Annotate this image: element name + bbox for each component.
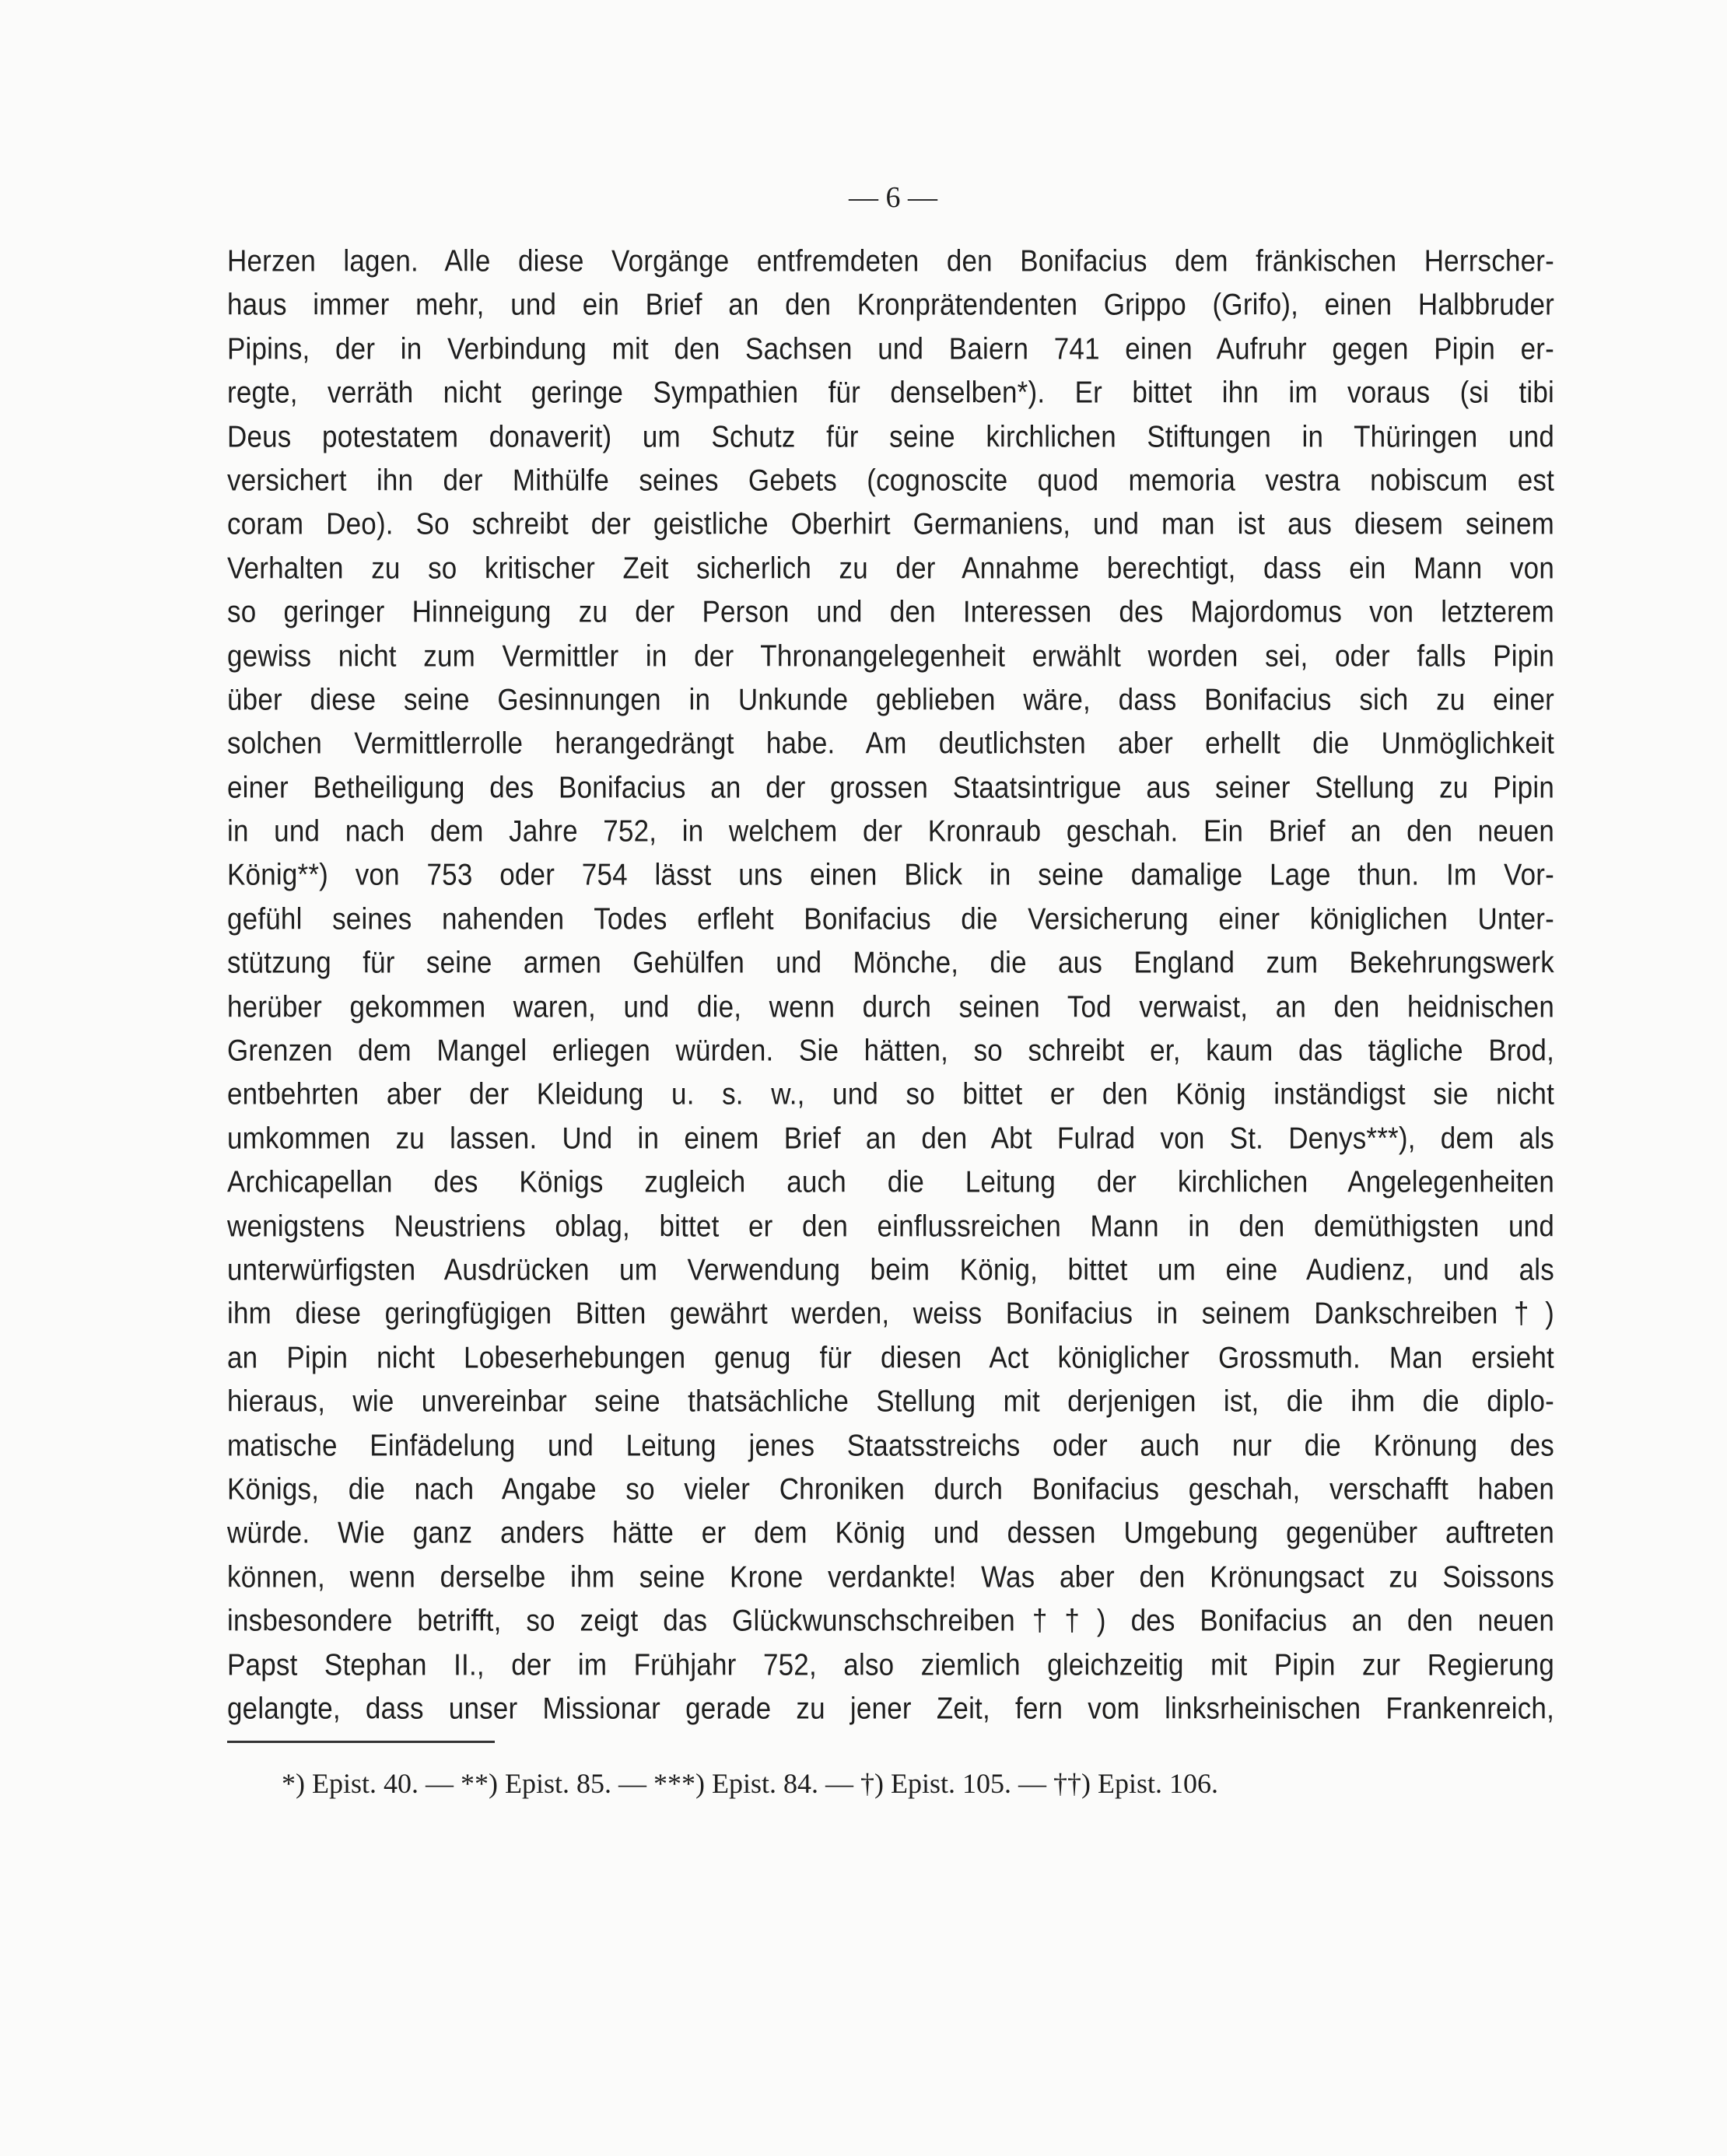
text-line: Archicapellan des Königs zugleich auch die Leitung der kirchlichen Angelegenheiten xyxy=(227,1164,1554,1199)
text-line: matische Einfädelung und Leitung jenes Staatsstreichs oder auch nur die Krönung des xyxy=(227,1428,1554,1462)
text-line: entbehrten aber der Kleidung u. s. w., und so bittet er den König inständigst sie nicht xyxy=(227,1076,1554,1111)
text-line: Deus potestatem donaverit) um Schutz für seine kirchlichen Stiftungen in Thüringen und xyxy=(227,419,1554,453)
page-number-header: — 6 — xyxy=(849,181,937,214)
text-line: gelangte, dass unser Missionar gerade zu jener Zeit, fern vom linksrheinischen Frankenreich, xyxy=(227,1691,1554,1726)
text-line: gewiss nicht zum Vermittler in der Thronangelegenheit erwählt worden sei, oder falls Pipin xyxy=(227,639,1554,673)
text-line: haus immer mehr, und ein Brief an den Kronprätendenten Grippo (Grifo), einen Halbbruder xyxy=(227,287,1554,322)
text-line: coram Deo). So schreibt der geistliche Oberhirt Germaniens, und man ist aus diesem seinem xyxy=(227,506,1554,541)
text-line: Herzen lagen. Alle diese Vorgänge entfremdeten den Bonifacius dem fränkischen Herrscher- xyxy=(227,243,1554,278)
text-line: ihm diese geringfügigen Bitten gewährt werden, weiss Bonifacius in seinem Dankschreiben†) xyxy=(227,1296,1554,1331)
text-line: stützung für seine armen Gehülfen und Mönche, die aus England zum Bekehrungswerk xyxy=(227,945,1554,980)
footnote-divider xyxy=(227,1741,495,1743)
text-line: König**) von 753 oder 754 lässt uns einen Blick in seine damalige Lage thun. Im Vor- xyxy=(227,858,1554,892)
text-line: regte, verräth nicht geringe Sympathien für denselben*). Er bittet ihn im voraus (si tibi xyxy=(227,375,1554,410)
text-line: unterwürfigsten Ausdrücken um Verwendung beim König, bittet um eine Audienz, und als xyxy=(227,1252,1554,1287)
text-line: in und nach dem Jahre 752, in welchem der Kronraub geschah. Ein Brief an den neuen xyxy=(227,814,1554,849)
text-line: über diese seine Gesinnungen in Unkunde geblieben wäre, dass Bonifacius sich zu einer xyxy=(227,682,1554,717)
text-line: an Pipin nicht Lobeserhebungen genug für diesen Act königlicher Grossmuth. Man ersieht xyxy=(227,1340,1554,1375)
text-line: solchen Vermittlerrolle herangedrängt habe. Am deutlichsten aber erhellt die Unmöglichkeit xyxy=(227,726,1554,761)
text-line: versichert ihn der Mithülfe seines Gebets (cognoscite quod memoria vestra nobiscum est xyxy=(227,463,1554,498)
text-line: einer Betheiligung des Bonifacius an der grossen Staatsintrigue aus seiner Stellung zu Pipin xyxy=(227,770,1554,804)
text-line: wenigstens Neustriens oblag, bittet er den einflussreichen Mann in den demüthigsten und xyxy=(227,1209,1554,1243)
text-line: Königs, die nach Angabe so vieler Chroniken durch Bonifacius geschah, verschafft haben xyxy=(227,1472,1554,1507)
text-line: hieraus, wie unvereinbar seine thatsächliche Stellung mit derjenigen ist, die ihm die diplo- xyxy=(227,1384,1554,1419)
text-line: können, wenn derselbe ihm seine Krone verdankte! Was aber den Krönungsact zu Soissons xyxy=(227,1559,1554,1594)
text-line: Verhalten zu so kritischer Zeit sicherlich zu der Annahme berechtigt, dass ein Mann von xyxy=(227,551,1554,585)
text-line: so geringer Hinneigung zu der Person und den Interessen des Majordomus von letzterem xyxy=(227,594,1554,629)
text-line: Grenzen dem Mangel erliegen würden. Sie hätten, so schreibt er, kaum das tägliche Brod, xyxy=(227,1033,1554,1068)
text-line: Papst Stephan II., der im Frühjahr 752, also ziemlich gleichzeitig mit Pipin zur Regierung xyxy=(227,1647,1554,1682)
text-line: gefühl seines nahenden Todes erfleht Bonifacius die Versicherung einer königlichen Unter- xyxy=(227,901,1554,936)
footnotes: *) Epist. 40. — **) Epist. 85. — ***) Epist. 84. — †) Epist. 105. — ††) Epist. 106. xyxy=(282,1768,1218,1799)
body-text xyxy=(227,240,1554,1731)
text-line: herüber gekommen waren, und die, wenn durch seinen Tod verwaist, an den heidnischen xyxy=(227,989,1554,1024)
text-line: umkommen zu lassen. Und in einem Brief an den Abt Fulrad von St. Denys***), dem als xyxy=(227,1121,1554,1156)
text-line: Pipins, der in Verbindung mit den Sachsen und Baiern 741 einen Aufruhr gegen Pipin er- xyxy=(227,331,1554,366)
text-line: insbesondere betrifft, so zeigt das Glückwunschschreiben††) des Bonifacius an den neuen xyxy=(227,1603,1554,1638)
text-line: würde. Wie ganz anders hätte er dem König und dessen Umgebung gegenüber auftreten xyxy=(227,1515,1554,1550)
